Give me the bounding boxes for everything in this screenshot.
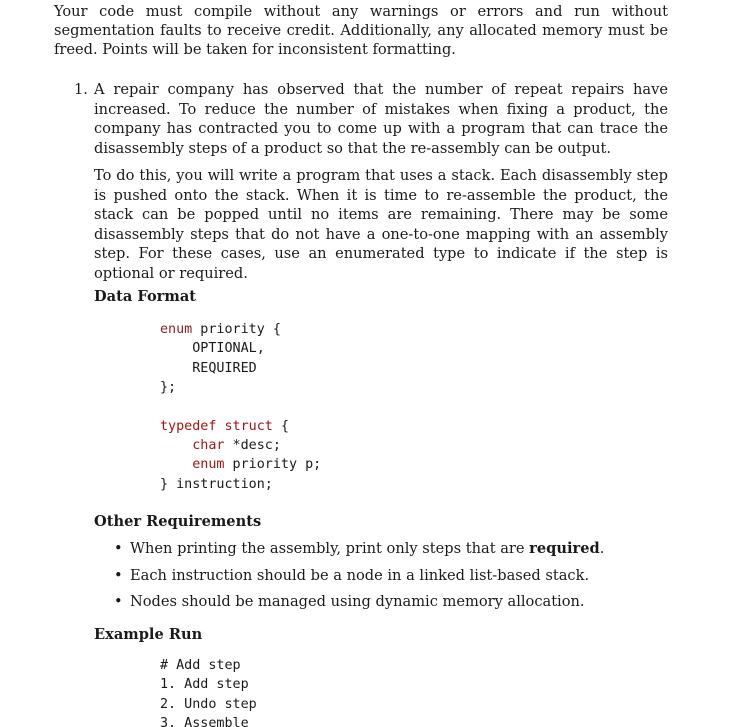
code-line: 1. Add step (160, 677, 249, 693)
problem-number: 1. (74, 81, 88, 98)
list-item: • When printing the assembly, print only steps that are required. (114, 540, 605, 558)
bullet-icon: • (114, 566, 123, 584)
code-line: 3. Assemble (160, 715, 249, 727)
problem-body (94, 80, 668, 727)
code-line: char *desc; (192, 438, 281, 454)
data-format-heading: Data Format (94, 288, 197, 305)
problem-description: A repair company has observed that the number of repeat repairs have increased. To reduce the number of mistakes when fixing a product, the company has contracted you to come up with a program that can trace the disassembly steps of a product so that the re-assembly can be output. (94, 81, 668, 157)
code-line: OPTIONAL, (160, 341, 265, 357)
code-line: REQUIRED (160, 360, 257, 376)
list-item: • Each instruction should be a node in a linked list-based stack. (114, 566, 590, 584)
code-keyword: enum (192, 457, 225, 473)
code-line: } instruction; (160, 476, 273, 492)
example-run-block (160, 656, 668, 727)
requirements-list (110, 539, 668, 612)
code-keyword: enum (160, 322, 193, 337)
code-line: enum priority p; (192, 457, 322, 473)
code-line: # Add step (160, 657, 241, 673)
code-keyword: struct (216, 418, 273, 434)
intro-paragraph: Your code must compile without any warnings or errors and run without segmentation faults to receive credit. Additionally, any allocated memory must be freed. Points will be taken for inconsistent formatting. (54, 3, 668, 58)
problem-item (74, 80, 668, 727)
bullet-icon: • (114, 593, 123, 611)
list-item: • Nodes should be managed using dynamic memory allocation. (114, 593, 585, 611)
code-line: typedef struct { (160, 418, 289, 434)
problem-instructions: To do this, you will write a program that uses a stack. Each disassembly step is pushed onto the stack. When it is time to re-assemble the product, the stack can be popped until no items are remaining. There may be some disassembly steps that do not have a one-to-one mapping with an assembly step. For these cases, use an enumerated type to indicate if the step is optional or required. (94, 167, 668, 282)
code-keyword: typedef (160, 418, 217, 434)
enum-code-block (160, 320, 668, 398)
example-run-heading: Example Run (94, 625, 203, 643)
other-requirements-heading: Other Requirements (94, 513, 262, 531)
bullet-icon: • (114, 540, 123, 558)
code-line: 2. Undo step (160, 696, 257, 712)
struct-code-block (160, 417, 668, 495)
code-keyword: char (192, 438, 225, 454)
code-line: }; (160, 380, 177, 396)
code-line: enum priority { (160, 322, 281, 337)
